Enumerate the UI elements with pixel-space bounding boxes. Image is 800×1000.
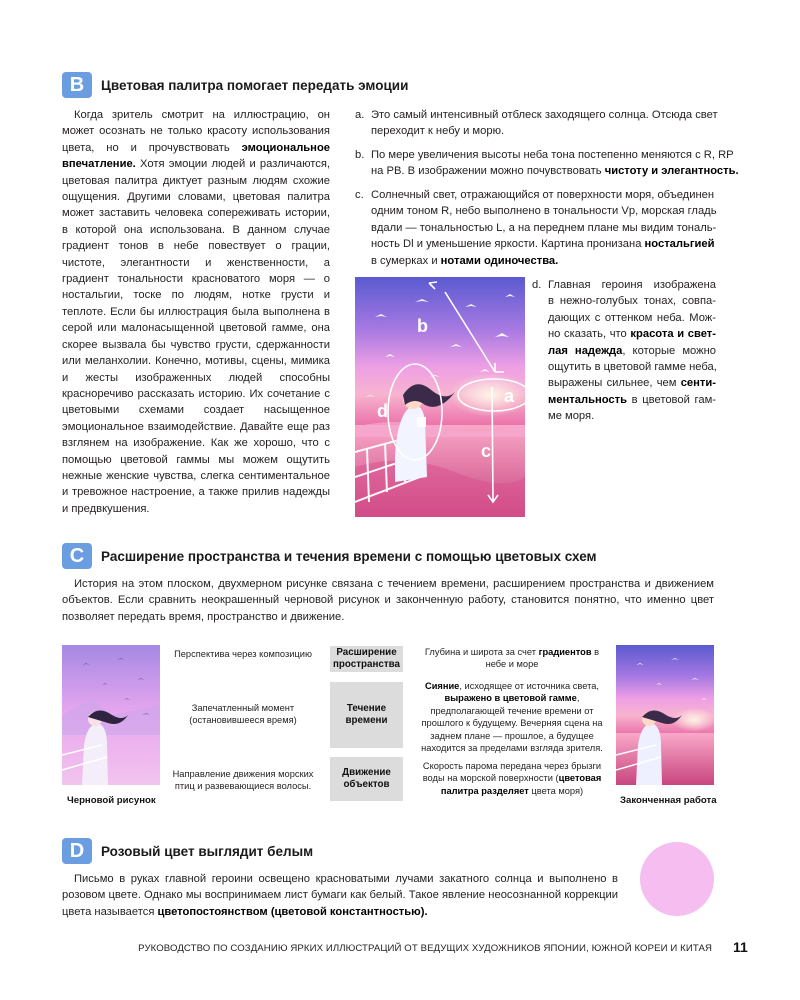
list-marker: d.	[532, 279, 542, 291]
section-b-badge: B	[62, 72, 92, 98]
list-text: Это самый интенсивный отблеск заходящего солнца. Отсюда свет переходит к небу и морю.	[371, 109, 718, 138]
footer-book-title: РУКОВОДСТВО ПО СОЗДАНИЮ ЯРКИХ ИЛЛЮСТРАЦИЙ ОТ ВЕДУЩИХ ХУДОЖНИКОВ ЯПОНИИ, ЮЖНОЙ КОРЕИ И КИТАЯ	[138, 943, 712, 954]
section-d-title: Розовый цвет выглядит белым	[101, 844, 314, 859]
page-number: 11	[733, 939, 748, 955]
list-text: По мере увеличения высоты неба тона постепенно меняются с R, RP на PB. В изображении можно почувствовать чистоту и элегантность.	[371, 149, 739, 178]
list-item-a	[355, 107, 718, 140]
section-c-intro: История на этом плоском, двухмерном рисунке связана с течением времени, расширением пространства и движением объектов. Если сравнить неокрашенный черновой рисунок и законченную работу, становится понятно, что именно цвет позволяет передать время, пространство и движение.	[62, 578, 714, 623]
illus-label-a: a	[504, 386, 515, 406]
illus-label-c: c	[481, 441, 492, 461]
row-right-text: Скорость парома передана через брызги воды на морской поверхности (цветовая палитра разделяет цвета моря)	[422, 761, 602, 796]
row-left-text: Направление движения морских птиц и развевающиеся волосы.	[172, 769, 314, 792]
sketch-illustration	[62, 645, 160, 785]
row-category-box: Движение объектов	[330, 757, 403, 801]
list-item-b	[355, 147, 739, 180]
list-text: Главная героиня изображена в нежно-голубых тонах, совпа- дающих с оттенком неба. Мож- но сказать, что красота и свет- лая надежда, которые можно ощутить в цветовой гамме неба, выражены сильнее, чем сенти- ментальность в цветовой гам- ме моря.	[548, 279, 717, 423]
section-b-paragraph: Когда зритель смотрит на иллюстрацию, он может осознать не только красоту использования цвета, но и прочувствовать эмоциональное впечатление. Хотя эмоции людей и различаются, цветовая палитра диктует разным людям схожие ощущения. Другими словами, цветовая палитра может заставить человека сопереживать истории, в которой она использована. В данном случае градиент тонов в небе повествует о грации, чистоте, элегантности и женственности, а градиент тональности красноватого моря — о ностальгии, тоске по людям, нотке грусти и теплоте. Если бы иллюстрация была выполнена в серой или малонасыщенной цветовой гамме, она скорее вызвала бы чувство грусти, сдержанности или меланхолии. Конечно, мотивы, сцены, мимика и жесты изображенных людей способны красноречиво рассказать историю. Их сочетание с цветовыми схемами создает насыщенное эмоциональное взаимодействие. Давайте еще раз взглянем на изображение. Как же хорошо, что с помощью цветовой гаммы мы можем ощутить нежные женские чувства, слегка сентиментальное и тревожное настроение, а также прилив надежды и предвкушения.	[62, 109, 330, 515]
list-text: Солнечный свет, отражающийся от поверхности моря, объединен одним тоном R, небо выполнено в тональности Vp, морская гладь вдали — тональностью L, а на переднем плане мы видим тональ- ность Dl и уменьшение яркости. Картина пронизана ностальгией в сумерках и нотами одиночества.	[371, 189, 717, 267]
row-category-box: Расширение пространства	[330, 646, 403, 672]
row-left-text: Перспектива через композицию	[174, 649, 312, 659]
pink-swatch	[640, 842, 714, 916]
main-illustration	[355, 277, 525, 517]
section-d-badge: D	[62, 838, 92, 864]
illus-label-b: b	[417, 316, 428, 336]
illus-label-d: d	[377, 401, 388, 421]
list-item-c	[355, 187, 715, 269]
row-left-text: Запечатленный момент (остановившееся время)	[189, 703, 297, 726]
caption-finished: Законченная работа	[620, 795, 717, 806]
section-c-title: Расширение пространства и течения времени с помощью цветовых схем	[101, 549, 597, 564]
row-category-box: Течение времени	[330, 682, 403, 748]
section-c-badge: C	[62, 543, 92, 569]
row-right-text: Глубина и широта за счет градиентов в небе и море	[424, 647, 600, 670]
finished-illustration	[616, 645, 714, 785]
list-marker: b.	[355, 149, 365, 161]
caption-sketch: Черновой рисунок	[67, 795, 156, 806]
section-b-title: Цветовая палитра помогает передать эмоции	[101, 78, 409, 93]
row-right-text: Сияние, исходящее от источника света, выражено в цветовой гамме, предполагающей течение времени от прошлого к будущему. Вечерняя сцена на заднем плане — прошлое, а будущее находится за пределами взгляда зрителя.	[421, 681, 603, 754]
list-item-d	[532, 277, 716, 425]
list-marker: c.	[355, 189, 364, 201]
list-marker: a.	[355, 109, 365, 121]
section-d-paragraph: Письмо в руках главной героини освещено красноватыми лучами закатного солнца и выполнено в розовом цвете. Однако мы воспринимаем лист бумаги как белый. Такое явление неосознанной коррекции цвета называется цветопостоянством (цветовой константностью).	[62, 873, 618, 918]
